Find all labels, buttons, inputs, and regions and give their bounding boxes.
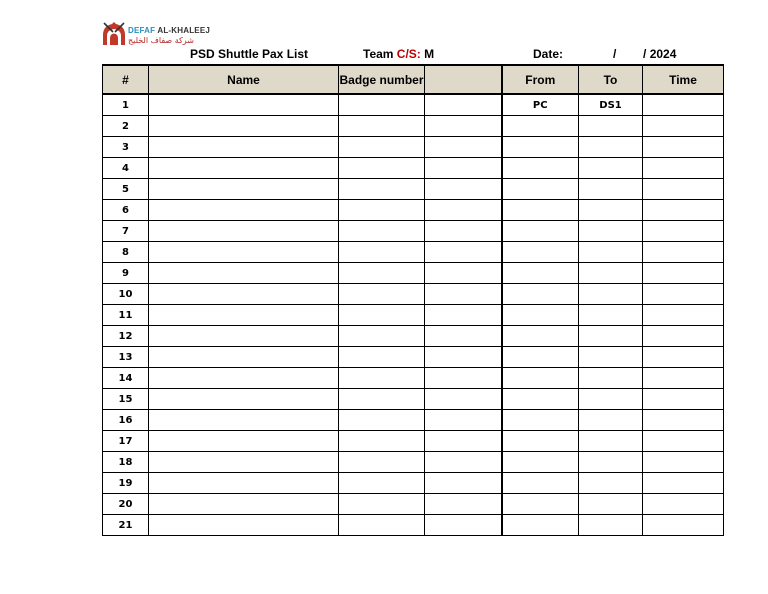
cell-time[interactable] [643, 263, 724, 284]
cell-number: 20 [103, 494, 149, 515]
cell-badge[interactable] [339, 347, 425, 368]
cell-time[interactable] [643, 368, 724, 389]
cell-blank[interactable] [425, 137, 502, 158]
table-row [103, 158, 724, 179]
pax-list-table [102, 64, 724, 536]
cell-to[interactable] [579, 389, 643, 410]
cell-number: 2 [103, 116, 149, 137]
cell-badge[interactable] [339, 410, 425, 431]
cell-name[interactable] [149, 368, 339, 389]
cell-time[interactable] [643, 473, 724, 494]
table-row [103, 116, 724, 137]
cell-number: 9 [103, 263, 149, 284]
col-header-from: From [502, 65, 579, 94]
cell-name[interactable] [149, 94, 339, 116]
cell-blank[interactable] [425, 221, 502, 242]
cell-to[interactable] [579, 242, 643, 263]
cell-from[interactable]: PC [502, 94, 579, 116]
cell-number: 15 [103, 389, 149, 410]
cell-number: 7 [103, 221, 149, 242]
cell-from[interactable] [502, 284, 579, 305]
cell-to[interactable]: DS1 [579, 94, 643, 116]
cell-to[interactable] [579, 494, 643, 515]
table-row [103, 494, 724, 515]
cell-time[interactable] [643, 116, 724, 137]
cell-name[interactable] [149, 347, 339, 368]
cell-number: 13 [103, 347, 149, 368]
cell-blank[interactable] [425, 347, 502, 368]
table-row [103, 305, 724, 326]
logo-text-en-part1: DEFAF [128, 26, 156, 35]
logo-emblem-icon [101, 20, 127, 46]
cell-blank[interactable] [425, 368, 502, 389]
cell-from[interactable] [502, 410, 579, 431]
cell-blank[interactable] [425, 179, 502, 200]
cell-blank[interactable] [425, 158, 502, 179]
cell-from[interactable] [502, 494, 579, 515]
table-row [103, 431, 724, 452]
cell-badge[interactable] [339, 242, 425, 263]
cell-badge[interactable] [339, 305, 425, 326]
cell-blank[interactable] [425, 494, 502, 515]
cell-from[interactable] [502, 242, 579, 263]
cell-name[interactable] [149, 116, 339, 137]
table-row [103, 263, 724, 284]
cell-to[interactable] [579, 347, 643, 368]
cell-badge[interactable] [339, 179, 425, 200]
cell-time[interactable] [643, 242, 724, 263]
callsign-label: C/S: [396, 47, 421, 61]
table-row [103, 179, 724, 200]
cell-time[interactable] [643, 284, 724, 305]
table-row [103, 284, 724, 305]
cell-name[interactable] [149, 284, 339, 305]
cell-name[interactable] [149, 221, 339, 242]
cell-number: 21 [103, 515, 149, 536]
cell-from[interactable] [502, 452, 579, 473]
cell-time[interactable] [643, 221, 724, 242]
cell-badge[interactable] [339, 263, 425, 284]
cell-to[interactable] [579, 116, 643, 137]
cell-number: 1 [103, 94, 149, 116]
cell-badge[interactable] [339, 368, 425, 389]
cell-from[interactable] [502, 347, 579, 368]
cell-to[interactable] [579, 305, 643, 326]
cell-time[interactable] [643, 326, 724, 347]
cell-from[interactable] [502, 116, 579, 137]
cell-badge[interactable] [339, 221, 425, 242]
cell-blank[interactable] [425, 305, 502, 326]
callsign-value: M [420, 47, 435, 61]
cell-blank[interactable] [425, 473, 502, 494]
cell-blank[interactable] [425, 410, 502, 431]
cell-number: 11 [103, 305, 149, 326]
cell-time[interactable] [643, 158, 724, 179]
cell-blank[interactable] [425, 326, 502, 347]
cell-blank[interactable] [425, 452, 502, 473]
cell-badge[interactable] [339, 94, 425, 116]
cell-name[interactable] [149, 389, 339, 410]
cell-badge[interactable] [339, 515, 425, 536]
cell-blank[interactable] [425, 515, 502, 536]
cell-name[interactable] [149, 263, 339, 284]
col-header-time: Time [643, 65, 724, 94]
cell-badge[interactable] [339, 431, 425, 452]
cell-to[interactable] [579, 431, 643, 452]
cell-from[interactable] [502, 389, 579, 410]
cell-number: 19 [103, 473, 149, 494]
cell-to[interactable] [579, 326, 643, 347]
cell-blank[interactable] [425, 389, 502, 410]
cell-name[interactable] [149, 410, 339, 431]
company-logo [101, 20, 221, 48]
cell-to[interactable] [579, 473, 643, 494]
table-row [103, 221, 724, 242]
cell-from[interactable] [502, 515, 579, 536]
logo-text-en-part2: AL-KHALEEJ [155, 26, 211, 35]
cell-blank[interactable] [425, 200, 502, 221]
cell-to[interactable] [579, 515, 643, 536]
cell-time[interactable] [643, 200, 724, 221]
cell-name[interactable] [149, 179, 339, 200]
cell-blank[interactable] [425, 284, 502, 305]
cell-badge[interactable] [339, 326, 425, 347]
table-header-row [103, 65, 724, 94]
cell-number: 3 [103, 137, 149, 158]
cell-name[interactable] [149, 200, 339, 221]
cell-number: 14 [103, 368, 149, 389]
col-header-badge: Badge number [339, 65, 425, 94]
table-row [103, 389, 724, 410]
cell-badge[interactable] [339, 389, 425, 410]
cell-time[interactable] [643, 389, 724, 410]
date-label: Date: [533, 47, 564, 61]
cell-time[interactable] [643, 410, 724, 431]
table-row [103, 347, 724, 368]
table-row [103, 137, 724, 158]
cell-time[interactable] [643, 179, 724, 200]
cell-blank[interactable] [425, 94, 502, 116]
table-row [103, 94, 724, 116]
cell-time[interactable] [643, 137, 724, 158]
cell-from[interactable] [502, 179, 579, 200]
cell-to[interactable] [579, 221, 643, 242]
cell-number: 10 [103, 284, 149, 305]
cell-name[interactable] [149, 494, 339, 515]
cell-from[interactable] [502, 305, 579, 326]
cell-number: 12 [103, 326, 149, 347]
cell-time[interactable] [643, 494, 724, 515]
cell-badge[interactable] [339, 452, 425, 473]
logo-text-en [128, 26, 210, 35]
cell-number: 4 [103, 158, 149, 179]
cell-number: 6 [103, 200, 149, 221]
cell-from[interactable] [502, 368, 579, 389]
cell-time[interactable] [643, 452, 724, 473]
cell-time[interactable] [643, 515, 724, 536]
cell-name[interactable] [149, 326, 339, 347]
col-header-number: # [103, 65, 149, 94]
cell-to[interactable] [579, 452, 643, 473]
cell-number: 18 [103, 452, 149, 473]
cell-name[interactable] [149, 431, 339, 452]
cell-badge[interactable] [339, 494, 425, 515]
cell-from[interactable] [502, 473, 579, 494]
cell-name[interactable] [149, 473, 339, 494]
cell-from[interactable] [502, 200, 579, 221]
document-title: PSD Shuttle Pax List [190, 47, 309, 61]
cell-badge[interactable] [339, 116, 425, 137]
cell-to[interactable] [579, 179, 643, 200]
cell-to[interactable] [579, 263, 643, 284]
cell-name[interactable] [149, 158, 339, 179]
col-header-to: To [579, 65, 643, 94]
cell-name[interactable] [149, 452, 339, 473]
col-header-blank [425, 65, 502, 94]
logo-text-ar: شركة صفاف الخليج [128, 36, 194, 45]
cell-time[interactable] [643, 94, 724, 116]
team-callsign [363, 47, 434, 61]
table-body [103, 94, 724, 536]
cell-from[interactable] [502, 158, 579, 179]
cell-to[interactable] [579, 284, 643, 305]
cell-name[interactable] [149, 242, 339, 263]
cell-from[interactable] [502, 431, 579, 452]
cell-blank[interactable] [425, 116, 502, 137]
cell-from[interactable] [502, 137, 579, 158]
cell-badge[interactable] [339, 473, 425, 494]
cell-from[interactable] [502, 263, 579, 284]
year-value: 2024 [649, 47, 677, 61]
date-separator-2: / [643, 47, 647, 61]
cell-from[interactable] [502, 221, 579, 242]
cell-number: 16 [103, 410, 149, 431]
cell-number: 17 [103, 431, 149, 452]
cell-badge[interactable] [339, 284, 425, 305]
cell-to[interactable] [579, 368, 643, 389]
cell-from[interactable] [502, 326, 579, 347]
team-label: Team [363, 47, 397, 61]
cell-blank[interactable] [425, 431, 502, 452]
table-row [103, 368, 724, 389]
cell-number: 5 [103, 179, 149, 200]
table-row [103, 473, 724, 494]
cell-to[interactable] [579, 158, 643, 179]
cell-time[interactable] [643, 347, 724, 368]
cell-to[interactable] [579, 200, 643, 221]
cell-badge[interactable] [339, 137, 425, 158]
cell-time[interactable] [643, 431, 724, 452]
cell-badge[interactable] [339, 200, 425, 221]
col-header-name: Name [149, 65, 339, 94]
cell-to[interactable] [579, 137, 643, 158]
cell-to[interactable] [579, 410, 643, 431]
table-row [103, 452, 724, 473]
table-row [103, 242, 724, 263]
cell-name[interactable] [149, 137, 339, 158]
table-row [103, 410, 724, 431]
cell-blank[interactable] [425, 263, 502, 284]
cell-name[interactable] [149, 515, 339, 536]
date-separator-1: / [613, 47, 617, 61]
cell-number: 8 [103, 242, 149, 263]
cell-name[interactable] [149, 305, 339, 326]
table-row [103, 515, 724, 536]
table-row [103, 200, 724, 221]
cell-blank[interactable] [425, 242, 502, 263]
cell-badge[interactable] [339, 158, 425, 179]
date-year [643, 47, 676, 61]
table-row [103, 326, 724, 347]
cell-time[interactable] [643, 305, 724, 326]
